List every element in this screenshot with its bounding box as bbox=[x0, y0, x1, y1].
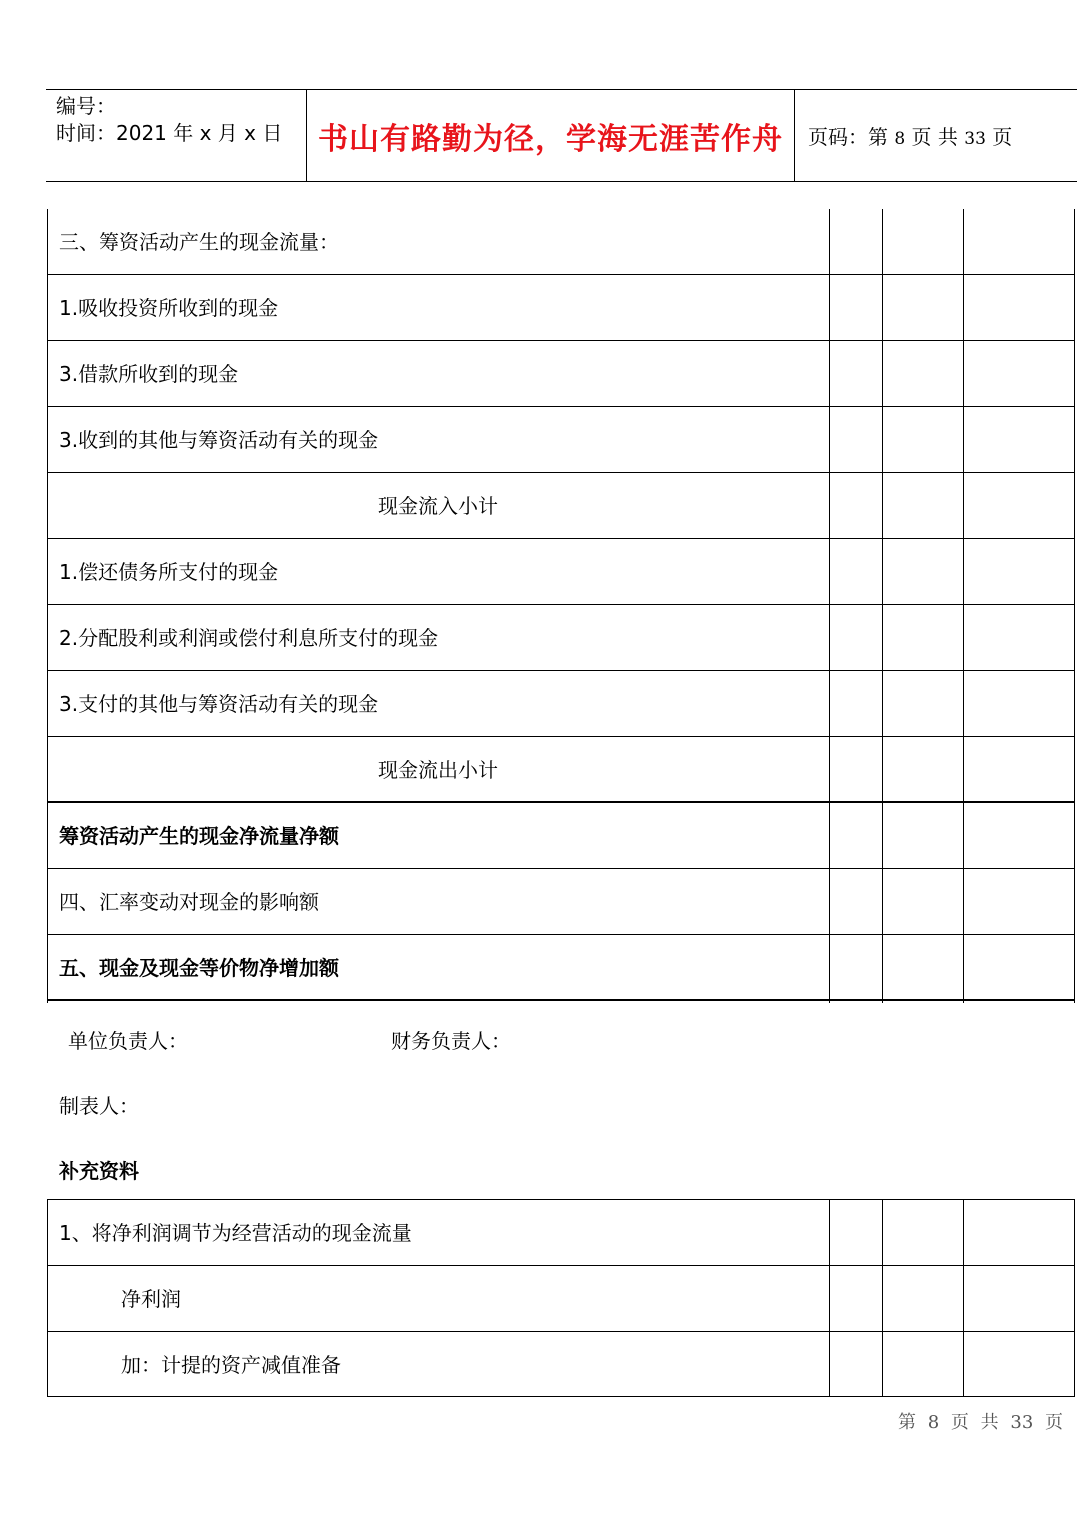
row-label: 1、将净利润调节为经营活动的现金流量 bbox=[59, 1221, 412, 1245]
table-row bbox=[47, 737, 1075, 803]
page-suffix: 页 bbox=[992, 125, 1013, 149]
table-row bbox=[47, 275, 1075, 341]
row-label: 3.收到的其他与筹资活动有关的现金 bbox=[59, 428, 379, 452]
table-row bbox=[47, 539, 1075, 605]
row-label: 加：计提的资产减值准备 bbox=[121, 1353, 341, 1377]
finance-head-label: 财务负责人： bbox=[391, 1029, 511, 1053]
row-label: 四、汇率变动对现金的影响额 bbox=[59, 890, 319, 914]
page-mid: 页 共 bbox=[911, 125, 958, 149]
unit-head-label: 单位负责人： bbox=[68, 1029, 188, 1053]
cash-flow-table bbox=[47, 209, 1075, 1003]
row-label-net-increase: 五、现金及现金等价物净增加额 bbox=[59, 956, 339, 980]
supplement-title: 补充资料 bbox=[59, 1159, 139, 1183]
preparer-label: 制表人： bbox=[59, 1094, 139, 1118]
time-label: 时间：2021 年 x 月 x 日 bbox=[56, 121, 283, 145]
table-row bbox=[47, 605, 1075, 671]
table-row bbox=[47, 1266, 1075, 1332]
page-total: 33 bbox=[964, 129, 986, 149]
row-label-subtotal-inflow: 现金流入小计 bbox=[378, 494, 498, 518]
table-row bbox=[47, 407, 1075, 473]
row-label-net-amount: 筹资活动产生的现金净流量净额 bbox=[59, 824, 339, 848]
row-label: 净利润 bbox=[121, 1287, 181, 1311]
motto-text: 书山有路勤为径，学海无涯苦作舟 bbox=[318, 121, 783, 157]
table-row bbox=[47, 1332, 1075, 1397]
table-row bbox=[47, 869, 1075, 935]
page-current: 8 bbox=[894, 129, 906, 149]
row-label: 2.分配股利或利润或偿付利息所支付的现金 bbox=[59, 626, 439, 650]
table-row bbox=[47, 1200, 1075, 1266]
serial-number-label: 编号： bbox=[56, 94, 116, 118]
row-label: 3.借款所收到的现金 bbox=[59, 362, 239, 386]
row-label: 1.偿还债务所支付的现金 bbox=[59, 560, 279, 584]
table-row bbox=[47, 935, 1075, 1001]
header-page-cell bbox=[795, 90, 1077, 181]
page-indicator bbox=[808, 121, 1012, 150]
table-row bbox=[47, 473, 1075, 539]
row-label: 3.支付的其他与筹资活动有关的现金 bbox=[59, 692, 379, 716]
table-row bbox=[47, 341, 1075, 407]
table-row bbox=[47, 209, 1075, 275]
table-row bbox=[47, 671, 1075, 737]
page-footer: 第 8 页 共 33 页 bbox=[898, 1412, 1063, 1433]
page-header bbox=[46, 89, 1077, 182]
header-info-cell bbox=[46, 90, 307, 181]
table-row bbox=[47, 803, 1075, 869]
row-label-subtotal-outflow: 现金流出小计 bbox=[378, 758, 498, 782]
header-motto-cell bbox=[307, 90, 795, 181]
supplement-table bbox=[47, 1199, 1075, 1397]
row-label: 三、筹资活动产生的现金流量： bbox=[59, 230, 339, 254]
row-label: 1.吸收投资所收到的现金 bbox=[59, 296, 279, 320]
page-prefix: 页码：第 bbox=[808, 125, 888, 149]
